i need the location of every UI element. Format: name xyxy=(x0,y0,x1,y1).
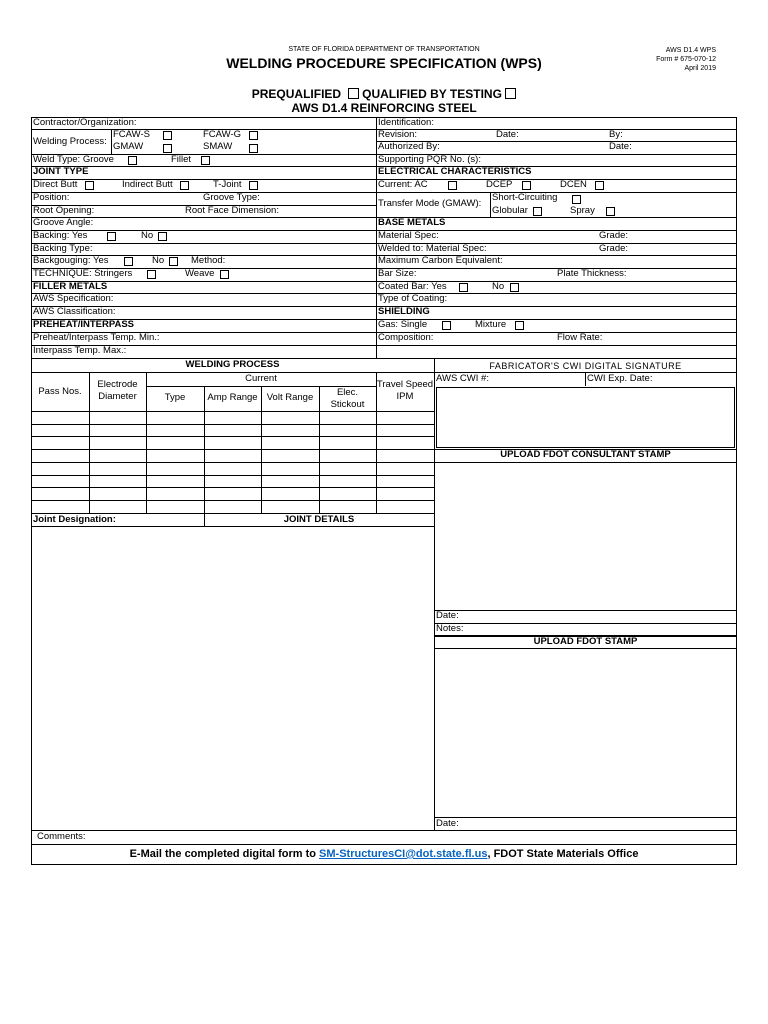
form-title: WELDING PROCEDURE SPECIFICATION (WPS) xyxy=(226,55,542,71)
form-line-3: April 2019 xyxy=(684,65,716,72)
email-instruction xyxy=(31,847,737,861)
joint-details-title: JOINT DETAILS xyxy=(283,514,355,525)
fcaw-g-checkbox[interactable] xyxy=(249,131,258,140)
coated-no-checkbox[interactable] xyxy=(510,283,519,292)
process-row[interactable] xyxy=(31,462,434,463)
process-row[interactable] xyxy=(31,475,434,476)
consultant-date-label: Date: xyxy=(436,610,459,621)
method-label: Method: xyxy=(191,255,226,266)
smaw-option[interactable] xyxy=(203,141,232,153)
root-opening-label: Root Opening: xyxy=(33,205,95,216)
dcen-checkbox[interactable] xyxy=(595,181,604,190)
joint-type-heading: JOINT TYPE xyxy=(33,166,89,177)
coated-bar-label: Coated Bar: Yes xyxy=(378,281,447,292)
fdot-stamp-area[interactable] xyxy=(435,649,736,817)
interpass-max-label: Interpass Temp. Max.: xyxy=(33,345,127,356)
fcaw-s-option[interactable] xyxy=(113,129,150,141)
preheat-heading: PREHEAT/INTERPASS xyxy=(33,319,134,330)
consultant-stamp-area[interactable] xyxy=(435,463,736,610)
form-line-1: AWS D1.4 WPS xyxy=(665,47,716,54)
coated-no-label: No xyxy=(492,281,505,292)
gmaw-label: GMAW xyxy=(113,141,144,152)
grade-label-1: Grade: xyxy=(599,230,629,241)
welded-to-label: Welded to: Material Spec: xyxy=(378,243,487,254)
backgouging-yes-checkbox[interactable] xyxy=(124,257,133,266)
type-coating-label: Type of Coating: xyxy=(378,293,448,304)
elec-stickout-header: Elec. Stickout xyxy=(330,387,365,410)
prequalified-checkbox[interactable] xyxy=(348,88,359,99)
pass-nos-header: Pass Nos. xyxy=(38,386,82,397)
process-row[interactable] xyxy=(31,449,434,450)
mixture-label: Mixture xyxy=(475,319,507,330)
base-metals-heading: BASE METALS xyxy=(378,217,446,228)
supporting-pqr-label: Supporting PQR No. (s): xyxy=(378,154,481,165)
globular-label: Globular xyxy=(492,205,528,216)
short-circuiting-checkbox[interactable] xyxy=(572,195,581,204)
root-face-label: Root Face Dimension: xyxy=(185,205,279,216)
ac-checkbox[interactable] xyxy=(448,181,457,190)
process-row[interactable] xyxy=(31,436,434,437)
fillet-checkbox[interactable] xyxy=(201,156,210,165)
volt-range-header: Volt Range xyxy=(266,392,314,403)
fcaw-s-checkbox[interactable] xyxy=(163,131,172,140)
smaw-label: SMAW xyxy=(203,141,233,152)
dcen-label: DCEN xyxy=(560,179,587,190)
identification-label: Identification: xyxy=(378,117,434,128)
backgouging-no-checkbox[interactable] xyxy=(169,257,178,266)
backgouging-label: Backgouging: Yes xyxy=(33,255,109,266)
aws-cwi-label: AWS CWI #: xyxy=(436,373,489,384)
transfer-mode-label: Transfer Mode (GMAW): xyxy=(378,198,482,209)
welding-process-title: WELDING PROCESS xyxy=(185,359,280,370)
fdot-stamp-title: UPLOAD FDOT STAMP xyxy=(533,636,638,647)
fillet-label: Fillet xyxy=(171,154,192,165)
indirect-butt-checkbox[interactable] xyxy=(180,181,189,190)
backing-label: Backing: Yes xyxy=(33,230,88,241)
revision-by-label: By: xyxy=(609,129,623,140)
current-header: Current xyxy=(245,373,277,384)
consultant-stamp-title: UPLOAD FDOT CONSULTANT STAMP xyxy=(500,449,671,460)
travel-speed-header: Travel Speed IPM xyxy=(376,379,434,402)
shielding-heading: SHIELDING xyxy=(378,306,430,317)
position-label: Position: xyxy=(33,192,70,203)
flow-rate-label: Flow Rate: xyxy=(557,332,603,343)
process-row[interactable] xyxy=(31,424,434,425)
electrode-diameter-header: Electrode Diameter xyxy=(97,379,138,402)
fcaw-g-label: FCAW-G xyxy=(203,129,241,140)
cwi-signature-title: FABRICATOR'S CWI DIGITAL SIGNATURE xyxy=(489,361,682,371)
composition-label: Composition: xyxy=(378,332,434,343)
prequalified-label: PREQUALIFIED xyxy=(251,87,342,101)
cwi-exp-label: CWI Exp. Date: xyxy=(587,373,653,384)
process-row[interactable] xyxy=(31,487,434,488)
form-number xyxy=(656,46,716,73)
comments-label: Comments: xyxy=(37,831,86,842)
amp-range-header: Amp Range xyxy=(207,392,258,403)
groove-checkbox[interactable] xyxy=(128,156,137,165)
weave-checkbox[interactable] xyxy=(220,270,229,279)
indirect-butt-label: Indirect Butt xyxy=(122,179,173,190)
groove-angle-label: Groove Angle: xyxy=(33,217,94,228)
current-label: Current: AC xyxy=(378,179,428,190)
gmaw-checkbox[interactable] xyxy=(163,144,172,153)
electrical-heading: ELECTRICAL CHARACTERISTICS xyxy=(378,166,532,177)
gmaw-option[interactable] xyxy=(113,141,143,153)
qualified-by-testing-label: QUALIFIED BY TESTING xyxy=(362,87,502,101)
process-row[interactable] xyxy=(31,500,434,501)
direct-butt-checkbox[interactable] xyxy=(85,181,94,190)
coated-yes-checkbox[interactable] xyxy=(459,283,468,292)
email-prefix: E-Mail the completed digital form to xyxy=(129,848,320,860)
short-circuiting-label: Short-Circuiting xyxy=(492,192,558,203)
backing-yes-checkbox[interactable] xyxy=(107,232,116,241)
gas-mixture-checkbox[interactable] xyxy=(515,321,524,330)
standard-title: AWS D1.4 REINFORCING STEEL xyxy=(291,101,477,115)
dcep-label: DCEP xyxy=(486,179,513,190)
revision-label: Revision: xyxy=(378,129,418,140)
backing-no-checkbox[interactable] xyxy=(158,232,167,241)
smaw-checkbox[interactable] xyxy=(249,144,258,153)
aws-specification-label: AWS Specification: xyxy=(33,293,114,304)
revision-date-label: Date: xyxy=(496,129,519,140)
authorized-date-label: Date: xyxy=(609,141,632,152)
qualified-by-testing-checkbox[interactable] xyxy=(505,88,516,99)
bar-size-label: Bar Size: xyxy=(378,268,417,279)
qualification-line xyxy=(0,87,768,101)
t-joint-label: T-Joint xyxy=(213,179,242,190)
gas-single-checkbox[interactable] xyxy=(442,321,451,330)
filler-metals-heading: FILLER METALS xyxy=(33,281,108,292)
authorized-by-label: Authorized By: xyxy=(378,141,440,152)
email-link[interactable]: SM-StructuresCI@dot.state.fl.us xyxy=(319,848,488,860)
spray-checkbox[interactable] xyxy=(606,207,615,216)
form-line-2: Form # 675-070-12 xyxy=(656,56,716,63)
email-suffix: , FDOT State Materials Office xyxy=(487,848,639,860)
backgouging-no-label: No xyxy=(152,255,165,266)
backing-type-label: Backing Type: xyxy=(33,243,93,254)
groove-type-label: Groove Type: xyxy=(203,192,260,203)
grade-label-2: Grade: xyxy=(599,243,629,254)
preheat-min-label: Preheat/Interpass Temp. Min.: xyxy=(33,332,160,343)
max-carbon-label: Maximum Carbon Equivalent: xyxy=(378,255,503,266)
cwi-signature-box[interactable] xyxy=(436,387,735,448)
dcep-checkbox[interactable] xyxy=(522,181,531,190)
joint-designation-label: Joint Designation: xyxy=(33,514,116,525)
backing-no-label: No xyxy=(141,230,154,241)
spray-label: Spray xyxy=(570,205,595,216)
material-spec-label: Material Spec: xyxy=(378,230,439,241)
fcaw-g-option[interactable] xyxy=(203,129,241,141)
weave-label: Weave xyxy=(185,268,215,279)
direct-butt-label: Direct Butt xyxy=(33,179,78,190)
contractor-label: Contractor/Organization: xyxy=(33,117,137,128)
t-joint-checkbox[interactable] xyxy=(249,181,258,190)
gas-label: Gas: Single xyxy=(378,319,428,330)
aws-classification-label: AWS Classification: xyxy=(33,306,116,317)
joint-details-area[interactable] xyxy=(32,527,434,830)
plate-thickness-label: Plate Thickness: xyxy=(557,268,627,279)
type-header: Type xyxy=(164,392,186,403)
technique-label: TECHNIQUE: Stringers xyxy=(33,268,133,279)
fdot-date-label: Date: xyxy=(436,818,459,829)
weld-type-label: Weld Type: Groove xyxy=(33,154,114,165)
globular-checkbox[interactable] xyxy=(533,207,542,216)
notes-label: Notes: xyxy=(436,623,464,634)
agency-name: STATE OF FLORIDA DEPARTMENT OF TRANSPORTATION xyxy=(288,46,480,53)
stringers-checkbox[interactable] xyxy=(147,270,156,279)
fcaw-s-label: FCAW-S xyxy=(113,129,150,140)
welding-process-label: Welding Process: xyxy=(33,136,107,147)
